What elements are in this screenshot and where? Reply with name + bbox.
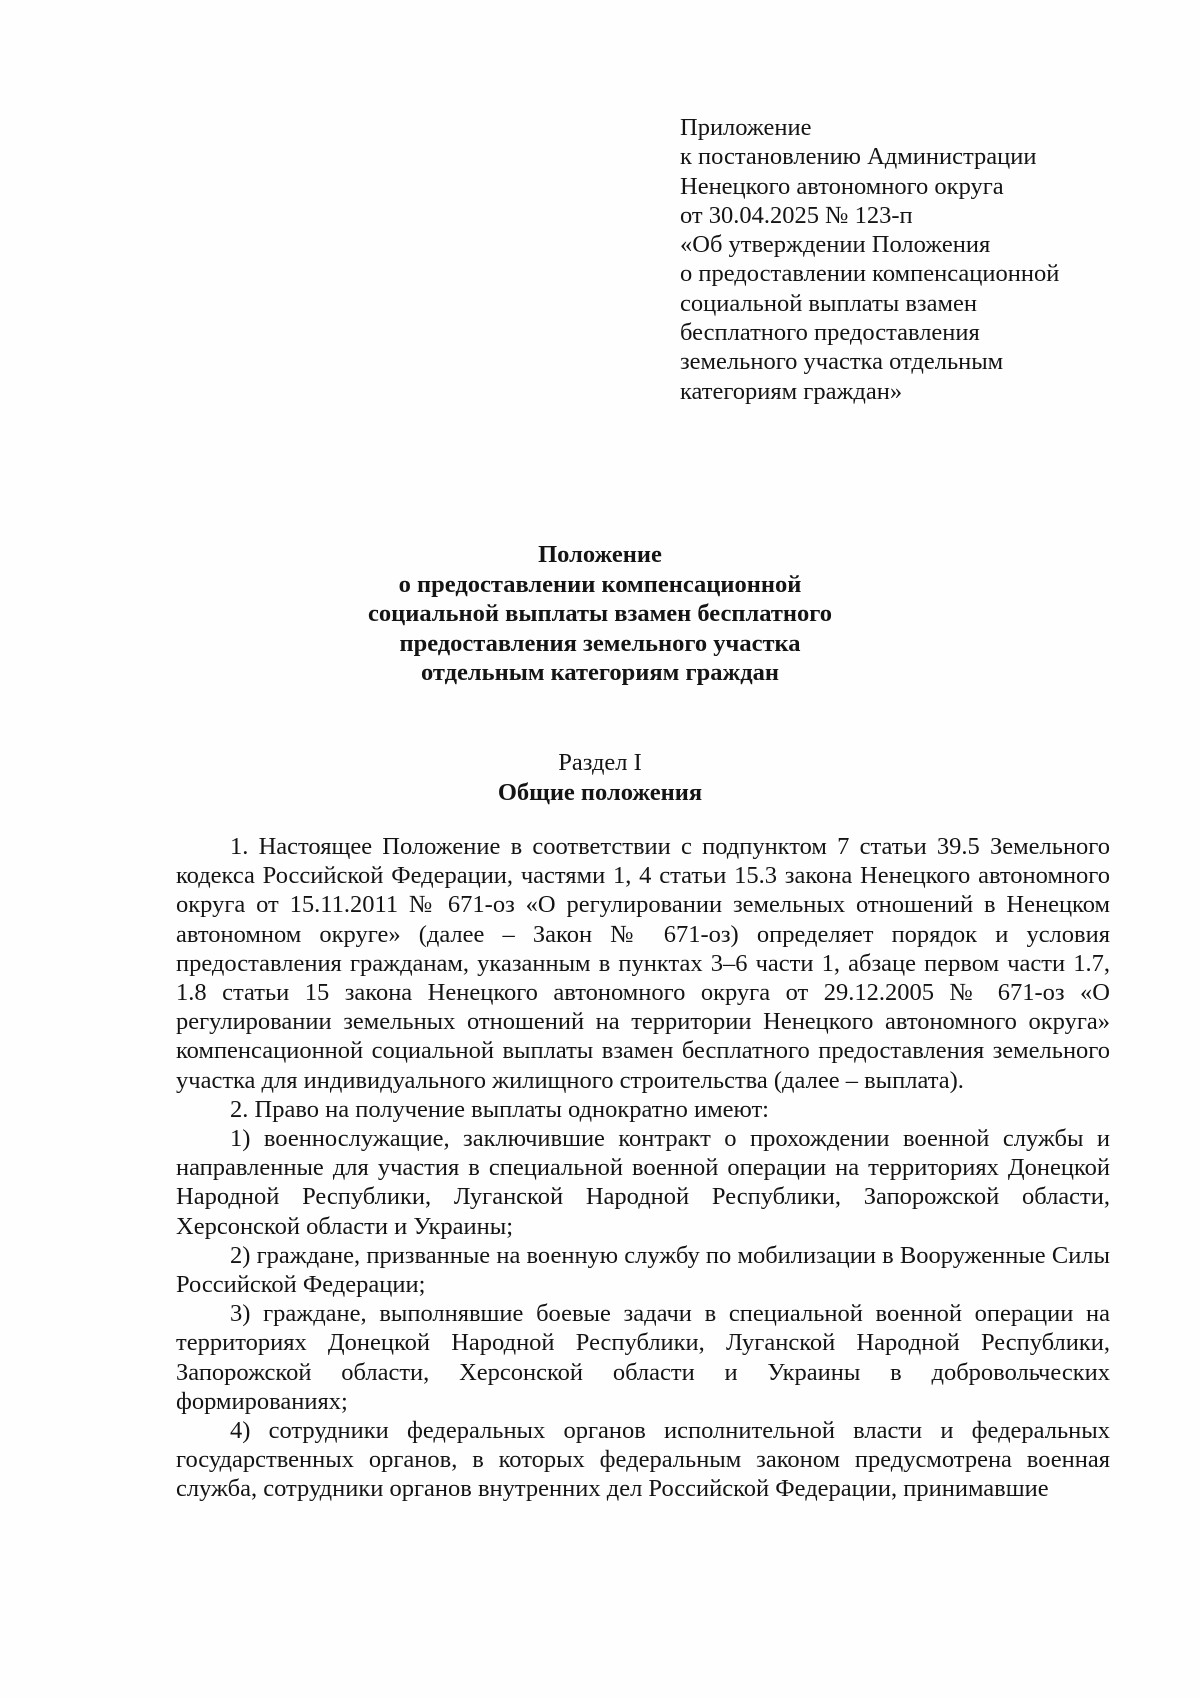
list-item-3: 3) граждане, выполнявшие боевые задачи в специальной военной операции на территориях Донецкой Народной Республики, Луганской Народной Республики, Запорожской области, Херсонской области и Украины в добровольческих формированиях; xyxy=(176,1300,1110,1415)
appendix-line: о предоставлении компенсационной xyxy=(680,260,1060,288)
appendix-line: категориям граждан» xyxy=(680,377,903,405)
appendix-line: от 30.04.2025 № 123-п xyxy=(680,201,913,229)
section-header xyxy=(0,748,1200,808)
section-heading: Общие положения xyxy=(497,779,703,806)
list-item-1: 1) военнослужащие, заключившие контракт о прохождении военной службы и направленные для участия в специальной военной операции на территориях Донецкой Народной Республики, Луганской Народной Республики, Запорожской области, Херсонской области и Украины; xyxy=(176,1125,1110,1240)
appendix-line: «Об утверждении Положения xyxy=(680,231,991,259)
appendix-line: бесплатного предоставления xyxy=(680,319,980,347)
list-item-4: 4) сотрудники федеральных органов исполнительной власти и федеральных государственных органов, в которых федеральным законом предусмотрена военная служба, сотрудники органов внутренних дел Российской Федерации, принимавшие xyxy=(176,1417,1110,1503)
title-line: социальной выплаты взамен бесплатного xyxy=(367,600,832,627)
title-line: о предоставлении компенсационной xyxy=(398,570,802,598)
appendix-line: социальной выплаты взамен xyxy=(680,289,977,317)
appendix-block xyxy=(680,113,1140,406)
section-number: Раздел I xyxy=(558,749,642,776)
title-line: предоставления земельного участка xyxy=(399,629,801,657)
appendix-line: Приложение xyxy=(680,114,812,141)
document-title xyxy=(0,540,1200,688)
appendix-line: Ненецкого автономного округа xyxy=(680,172,1004,200)
title-line: Положение xyxy=(538,541,662,568)
paragraph-2: 2. Право на получение выплаты однократно имеют: xyxy=(230,1095,769,1123)
appendix-line: к постановлению Администрации xyxy=(680,143,1037,171)
title-line: отдельным категориям граждан xyxy=(420,659,780,686)
document-body xyxy=(176,832,1110,1504)
paragraph-1: 1. Настоящее Положение в соответствии с подпунктом 7 статьи 39.5 Земельного кодекса Российской Федерации, частями 1, 4 статьи 15.3 закона Ненецкого автономного округа от 15.11.2011 № 671-оз «О регулировании земельных отношений в Ненецком автономном округе» (далее – Закон № 671-оз) определяет порядок и условия предоставления гражданам, указанным в пунктах 3–6 части 1, абзаце первом части 1.7, 1.8 статьи 15 закона Ненецкого автономного округа от 29.12.2005 № 671-оз «О регулировании земельных отношений на территории Ненецкого автономного округа» компенсационной социальной выплаты взамен бесплатного предоставления земельного участка для индивидуального жилищного строительства (далее – выплата). xyxy=(176,833,1110,1094)
appendix-line: земельного участка отдельным xyxy=(680,348,1004,376)
list-item-2: 2) граждане, призванные на военную службу по мобилизации в Вооруженные Силы Российской Федерации; xyxy=(176,1241,1110,1299)
